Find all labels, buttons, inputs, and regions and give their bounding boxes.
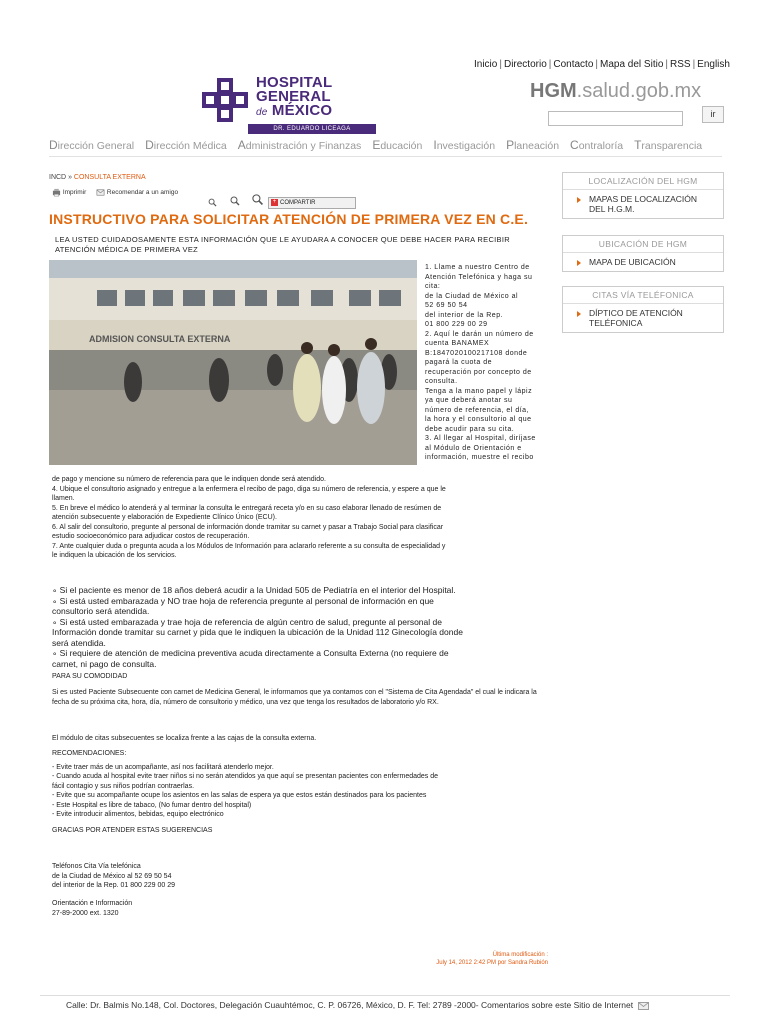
steps-continued (52, 475, 552, 561)
rec-line: - Cuando acuda al hospital evite traer niños si no serán atendidos ya que aquí se presentan pacientes con enfermedades de (52, 773, 439, 780)
step-line: le indiquen la ubicación de los servicios. (52, 552, 177, 559)
bullet-line: ∘ Si requiere de atención de medicina preventiva acuda directamente a Consulta Externa (no requiere de (52, 648, 449, 658)
site-name-bold: HGM (530, 80, 577, 102)
breadcrumb (49, 174, 146, 181)
module-line: El módulo de citas subsecuentes se localiza frente a las cajas de la consulta externa. (52, 735, 317, 742)
bullet-line: ∘ Si está usted embarazada y trae hoja de referencia de algún centro de salud, pregunte al personal de (52, 616, 442, 627)
nav-item[interactable] (570, 140, 623, 152)
site-name-rest: .salud.gob.mx (576, 80, 702, 102)
orientation-block (52, 899, 352, 918)
logo-line1: HOSPITAL (256, 74, 333, 91)
sidebar-link-label: MAPA DE UBICACIÓN (589, 257, 676, 267)
nav-item-initial: A (237, 138, 246, 152)
nav-item-initial: T (634, 138, 642, 152)
recommendations (52, 749, 552, 835)
recommend-link[interactable]: Recomendar a un amigo (106, 189, 179, 197)
step-line: la hora y el consultorio al que (425, 416, 532, 423)
nav-item[interactable] (372, 140, 422, 152)
step-line: al Módulo de Orientación e (425, 444, 522, 452)
footer (66, 1000, 649, 1010)
site-name (530, 80, 701, 103)
consulta-externa-photo (49, 260, 417, 465)
contact-line: de la Ciudad de México al 52 69 50 54 (52, 872, 172, 880)
cross-logo-icon (202, 78, 248, 122)
step-line: consulta. (425, 378, 458, 385)
step-line: cuenta BANAMEX (425, 340, 490, 347)
nav-item-initial: P (506, 138, 515, 152)
top-link-rss[interactable]: RSS (670, 59, 691, 70)
nav-item[interactable] (49, 140, 134, 152)
step-line: 4. Ubique el consultorio asignado y entregue a la enfermera el recibo de pago, diga su número de referencia, y espere a que le (52, 485, 446, 493)
nav-divider (49, 156, 722, 157)
page-tools (52, 188, 178, 208)
step-line: B:18470201002171​08 donde (425, 349, 528, 357)
sidebar-link-diptico[interactable] (563, 304, 723, 332)
nav-item-rest: irección Médica (153, 140, 227, 152)
main-nav (49, 138, 713, 152)
bullet-line: será atendida. (52, 637, 106, 648)
step-line: 6. Al salir del consultorio, pregunte al personal de información donde tramitar su carnet y pasar a Trabajo Social para clasificar (52, 523, 444, 531)
share-button[interactable] (268, 197, 356, 209)
sidebar-box-title: UBICACIÓN DE HGM (563, 236, 723, 253)
steps-right-column (425, 263, 551, 463)
last-modified-label: Última modificación : (492, 952, 548, 958)
intro-text: LEA USTED CUIDADOSAMENTE ESTA INFORMACIÓN QUE LE AYUDARA A CONOCER QUE DEBE HACER PARA RECIBIR ATENCIÓN MÉDICA DE PRIMERA VEZ (55, 235, 510, 254)
nav-item-rest: nvestigación (436, 140, 496, 152)
zoom-reset-icon[interactable] (230, 196, 240, 206)
recs-list (52, 763, 552, 820)
nav-item[interactable] (506, 140, 559, 152)
step-line: 01 800 229 00 29 (425, 321, 488, 328)
bullet-line: ∘ Si está usted embarazada y NO trae hoja de referencia pregunte al personal de información en que (52, 595, 434, 606)
step-line: 3. Al llegar al Hospital, diríjase (425, 435, 536, 442)
rec-line: fácil contagio y sus niños podrían contraerlas. (52, 782, 195, 790)
sidebar-box-citas (562, 286, 724, 333)
thanks-line: GRACIAS POR ATENDER ESTAS SUGERENCIAS (52, 826, 213, 834)
breadcrumb-sep: » (66, 174, 74, 181)
step-line: información, muestre el recibo (425, 454, 534, 461)
nav-item-initial: D (145, 138, 154, 152)
nav-item-rest: irección General (57, 140, 135, 152)
orient-line: Orientación e Información (52, 900, 133, 907)
bullet-line: carnet, ni pago de consulta. (52, 658, 157, 669)
step-line: número de referencia, el día, (425, 406, 529, 414)
contact-line: del interior de la Rep. 01 800 229 00 29 (52, 882, 175, 889)
mail-icon[interactable] (638, 1002, 649, 1010)
step-line: 7. Ante cualquier duda o pregunta acuda a los Módulos de Información para aclararlo referente a su consulta de especialidad y (52, 542, 446, 550)
step-line: 5. En breve el médico lo atenderá y al terminar la consulta le entregará receta y/o en su caso elaborar llenado de resúmen de (52, 504, 442, 512)
sidebar-link-label: MAPAS DE LOCALIZACIÓN DEL H.G.M. (589, 194, 698, 214)
rec-line: - Evite introducir alimentos, bebidas, equipo electrónico (52, 811, 224, 818)
nav-item[interactable] (238, 140, 362, 152)
logo-line2: GENERAL (256, 88, 331, 105)
top-link-contacto[interactable]: Contacto (553, 59, 594, 70)
sidebar-link-label: DÍPTICO DE ATENCIÓN TELÉFONICA (589, 308, 683, 328)
step-line: de pago y mencione su número de referencia para que le indiquen donde será atendido. (52, 476, 326, 483)
recs-heading: RECOMENDACIONES: (52, 750, 127, 757)
print-link[interactable]: Imprimir (62, 189, 87, 197)
sidebar-link-mapas[interactable] (563, 190, 723, 218)
nav-item-rest: laneación (514, 140, 560, 152)
search-button[interactable]: ir (702, 106, 724, 123)
bullet-line: Información donde tramitar su carnet y pida que le indiquen la ubicación de la Unidad 112 Ginecología donde (52, 627, 463, 637)
last-modified (410, 951, 548, 967)
nav-item[interactable] (145, 140, 227, 152)
sidebar-link-mapa-ubicacion[interactable] (563, 253, 723, 271)
nav-item[interactable] (433, 140, 495, 152)
nav-item-initial: I (433, 138, 437, 152)
sidebar-box-title: LOCALIZACIÓN DEL HGM (563, 173, 723, 190)
orient-line: 27-89-2000 ext. 1320 (52, 909, 119, 917)
nav-item-rest: ransparencia (641, 140, 703, 152)
step-line: estudio socioeconómico para adjudicar costos de recuperación. (52, 533, 250, 540)
bullet-line: consultorio será atendida. (52, 606, 150, 616)
zoom-out-icon[interactable] (208, 198, 217, 207)
breadcrumb-root[interactable]: INCD (49, 174, 67, 181)
step-line: Atención Telefónica y haga su (425, 273, 533, 281)
top-links: Inicio | Directorio | Contacto | Mapa del Sitio | RSS | English (474, 59, 730, 70)
step-line: del interior de la Rep. (425, 311, 504, 319)
top-link-mapa[interactable]: Mapa del Sitio (600, 59, 664, 70)
step-line: cita: (425, 283, 441, 290)
footer-text: Calle: Dr. Balmis No.148, Col. Doctores, Delegación Cuauhtémoc, C. P. 06726, México, D. F. Tel: 2789 -2000- Comentarios sobre este Sitio de Internet (66, 1000, 634, 1010)
step-line: Tenga a la mano papel y lápiz (425, 387, 533, 395)
page-title: INSTRUCTIVO PARA SOLICITAR ATENCIÓN DE PRIMERA VEZ EN C.E. (49, 211, 529, 227)
share-label: COMPARTIR (280, 200, 316, 206)
search-input[interactable] (548, 111, 683, 126)
logo-line3: MÉXICO (271, 102, 333, 119)
rec-line: - Evite que su acompañante ocupe los asientos en las salas de espera ya que estos están destinados para los pacientes (52, 792, 427, 799)
subsequent-text: Si es usted Paciente Subsecuente con carnet de Medicina General, le informamos que ya contamos con el "Sistema de Cita Agendada" el cual le indicara la fecha de su próxima cita, hora, día, número de consultorio y médico, una vez que tenga los resultados de laboratorio y/o RX. (52, 689, 537, 706)
nav-item[interactable] (634, 140, 702, 152)
photo-sign: ADMISION CONSULTA EXTERNA (89, 334, 231, 344)
step-line: pagará la cuota de (425, 359, 492, 366)
bullet-line: ∘ Si el paciente es menor de 18 años deberá acudir a la Unidad 505 de Pediatría en el interior del Hospital. (52, 585, 456, 595)
contact-block (52, 862, 352, 891)
nav-item-initial: C (570, 138, 579, 152)
rec-line: - Evite traer más de un acompañante, así nos facilitará atenderlo mejor. (52, 763, 274, 771)
hospital-logo[interactable] (200, 76, 378, 134)
arrow-right-icon (577, 311, 581, 317)
step-line: 1. Llame a nuestro Centro de (425, 264, 530, 271)
top-link-directorio[interactable]: Directorio (503, 59, 547, 70)
step-line: debe acudir para su cita. (425, 425, 515, 433)
nav-item-rest: ontraloría (578, 140, 624, 152)
nav-item-rest: ducación (380, 140, 423, 152)
mail-icon[interactable] (96, 188, 105, 197)
print-icon[interactable] (52, 188, 61, 197)
breadcrumb-current[interactable]: CONSULTA EXTERNA (73, 174, 146, 181)
step-line: 2. Aquí le darán un número de (425, 330, 534, 338)
step-line: recuperación por concepto de (425, 368, 532, 376)
sidebar-box-ubicacion (562, 235, 724, 272)
nav-item-initial: E (372, 138, 381, 152)
step-line: llamen. (52, 495, 75, 502)
contact-line: Teléfonos Cita Vía telefónica (52, 863, 141, 870)
step-line: de la Ciudad de México al (425, 292, 519, 300)
logo-director: DR. EDUARDO LICEAGA (248, 124, 376, 134)
step-line: ya que deberá anotar su (425, 397, 513, 404)
nav-item-rest: dministración y Finanzas (245, 140, 362, 152)
logo-de: de (256, 107, 268, 118)
arrow-right-icon (577, 197, 581, 203)
nav-item-initial: D (49, 138, 58, 152)
sidebar-box-localizacion (562, 172, 724, 219)
share-plus-icon: + (272, 199, 277, 205)
top-link-english[interactable]: English (697, 59, 730, 70)
rec-line: - Este Hospital es libre de tabaco, (No fumar dentro del hospital) (52, 801, 252, 809)
zoom-in-icon[interactable] (252, 194, 263, 205)
last-modified-value: July 14, 2012 2:42 PM por Sandra Rubión (436, 960, 548, 966)
subsequent-heading: PARA SU COMODIDAD (52, 673, 128, 680)
sidebar-box-title: CITAS VÍA TELÉFONICA (563, 287, 723, 304)
step-line: 52 69 50 54 (425, 302, 468, 309)
top-link-inicio[interactable]: Inicio (474, 59, 498, 70)
special-cases-list (52, 585, 552, 669)
arrow-right-icon (577, 260, 581, 266)
footer-divider (40, 995, 730, 996)
step-line: atención subsecuente y elaboración de Expediente Clínico Único (ECU). (52, 514, 277, 521)
